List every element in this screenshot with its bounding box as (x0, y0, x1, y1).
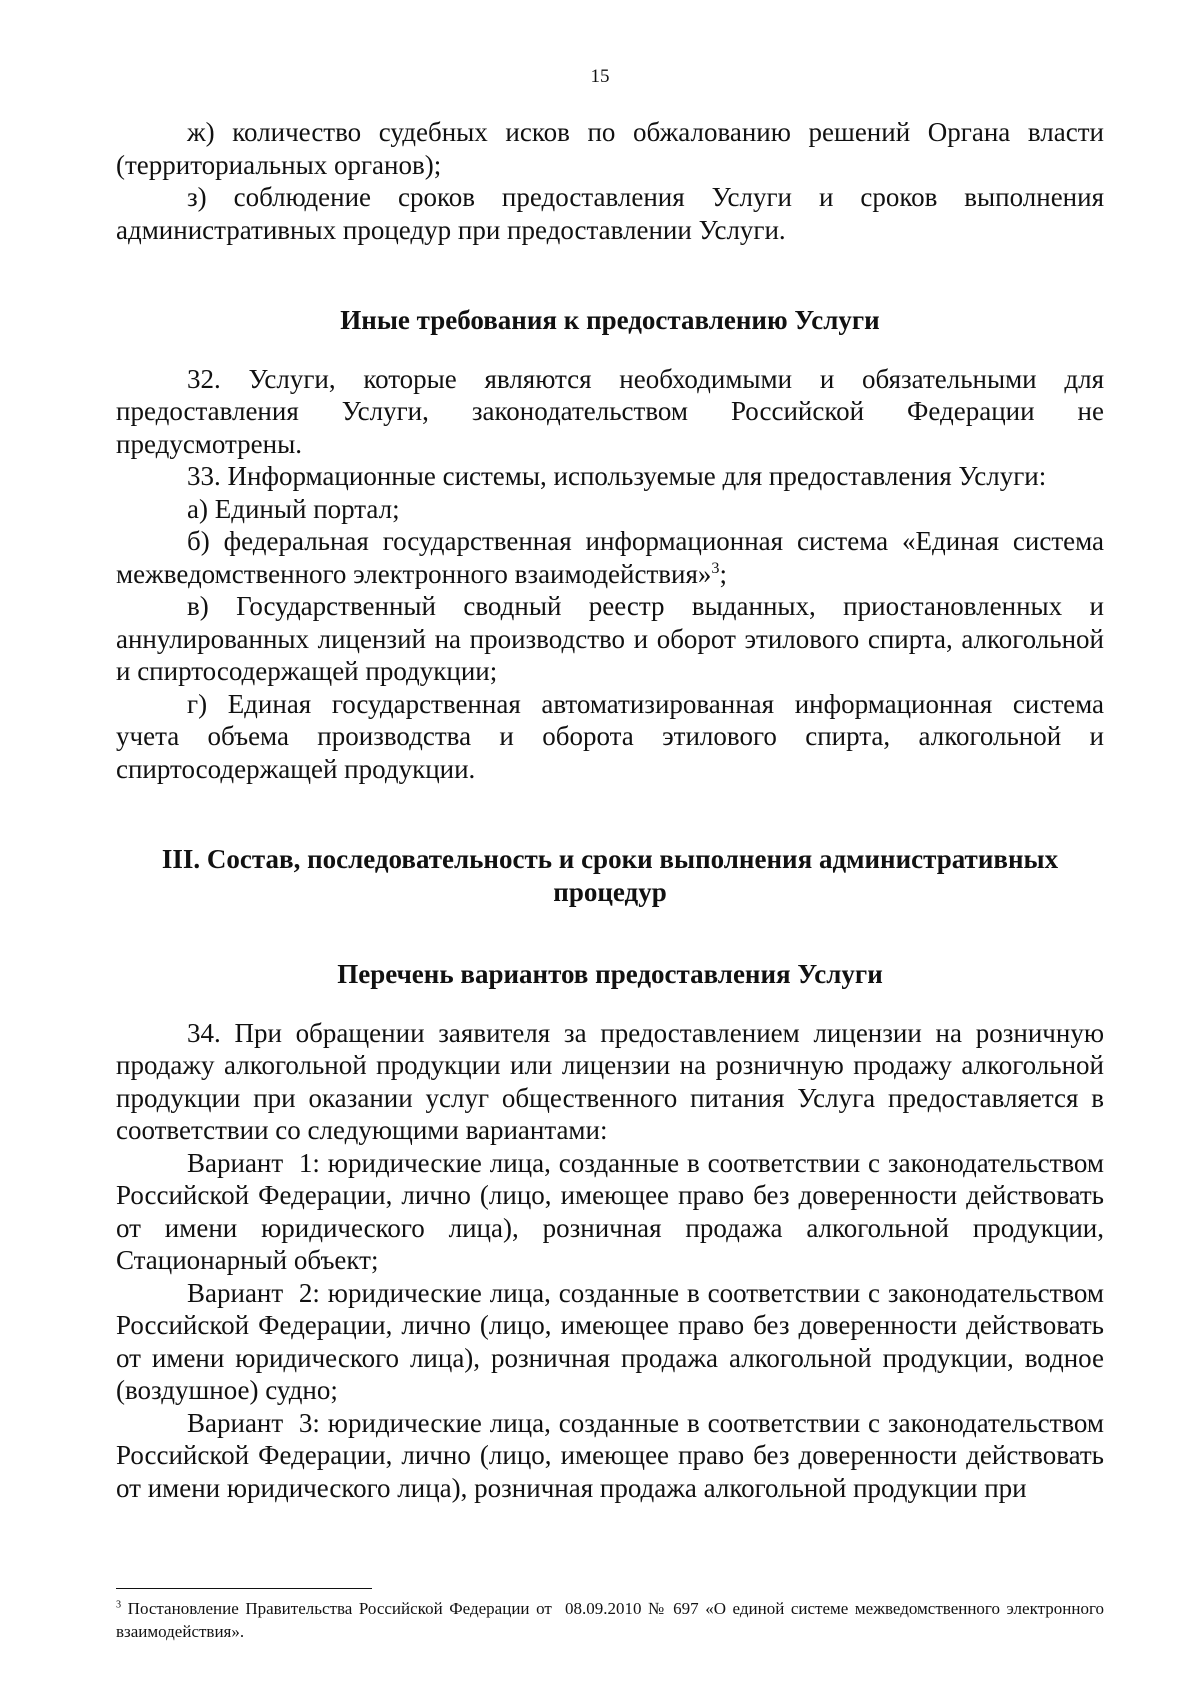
paragraph-v: в) Государственный сводный реестр выданных, приостановленных и аннулированных лицензий на производство и оборот этилового спирта, алкогольной и спиртосодержащей продукции; (116, 591, 1104, 686)
paragraph-zh: ж) количество судебных исков по обжалованию решений Органа власти (территориальных органов); (116, 117, 1104, 180)
footnote-separator (116, 1588, 372, 1589)
paragraph-34: 34. При обращении заявителя за предоставлением лицензии на розничную продажу алкогольной продукции или лицензии на розничную продажу алкогольной продукции при оказании услуг общественного питания Услуга предоставляется в соответствии со следующими вариантами: (116, 1017, 1104, 1145)
paragraph-z: з) соблюдение сроков предоставления Услуги и сроков выполнения административных процедур при предоставлении Услуги. (116, 182, 1104, 245)
paragraph-variant-1: Вариант 1: юридические лица, созданные в соответствии с законодательством Российской Федерации, лично (лицо, имеющее право без доверенности действовать от имени юридического лица), розничная продажа алкогольной продукции, Стационарный объект; (116, 1147, 1104, 1275)
page-number: 15 (590, 66, 610, 87)
paragraph-variant-2: Вариант 2: юридические лица, созданные в соответствии с законодательством Российской Федерации, лично (лицо, имеющее право без доверенности действовать от имени юридического лица), розничная продажа алкогольной продукции, водное (воздушное) судно; (116, 1277, 1104, 1405)
paragraph-b (116, 525, 1104, 590)
footnote (116, 1597, 1104, 1643)
paragraph-g: г) Единая государственная автоматизированная информационная система учета объема производства и оборота этилового спирта, алкогольной и спиртосодержащей продукции. (116, 688, 1104, 784)
heading-variants: Перечень вариантов предоставления Услуги (337, 959, 883, 989)
paragraph-32: 32. Услуги, которые являются необходимыми и обязательными для предоставления Услуги, законодательством Российской Федерации не предусмотрены. (116, 363, 1104, 459)
paragraph-b-tail: ; (719, 558, 727, 589)
footnote-reference: 3 (711, 558, 720, 577)
paragraph-variant-3: Вариант 3: юридические лица, созданные в соответствии с законодательством Российской Федерации, лично (лицо, имеющее право без доверенности действовать от имени юридического лица), розничная продажа алкогольной продукции при (116, 1407, 1104, 1503)
heading-other-requirements: Иные требования к предоставлению Услуги (340, 305, 880, 335)
heading-section-3-line1: III. Состав, последовательность и сроки выполнения административных (161, 844, 1059, 874)
footnote-text: Постановление Правительства Российской Федерации от 08.09.2010 № 697 «О единой системе межведомственного электронного взаимодействия». (116, 1599, 1104, 1641)
footnote-mark: 3 (116, 1599, 122, 1611)
heading-section-3-line2: процедур (553, 876, 667, 907)
paragraph-33: 33. Информационные системы, используемые для предоставления Услуги: (187, 461, 1047, 491)
document-body (116, 116, 1104, 1504)
paragraph-b-text: б) федеральная государственная информационная система «Единая система межведомственного электронного взаимодействия» (116, 526, 1104, 589)
paragraph-a: а) Единый портал; (187, 493, 400, 524)
